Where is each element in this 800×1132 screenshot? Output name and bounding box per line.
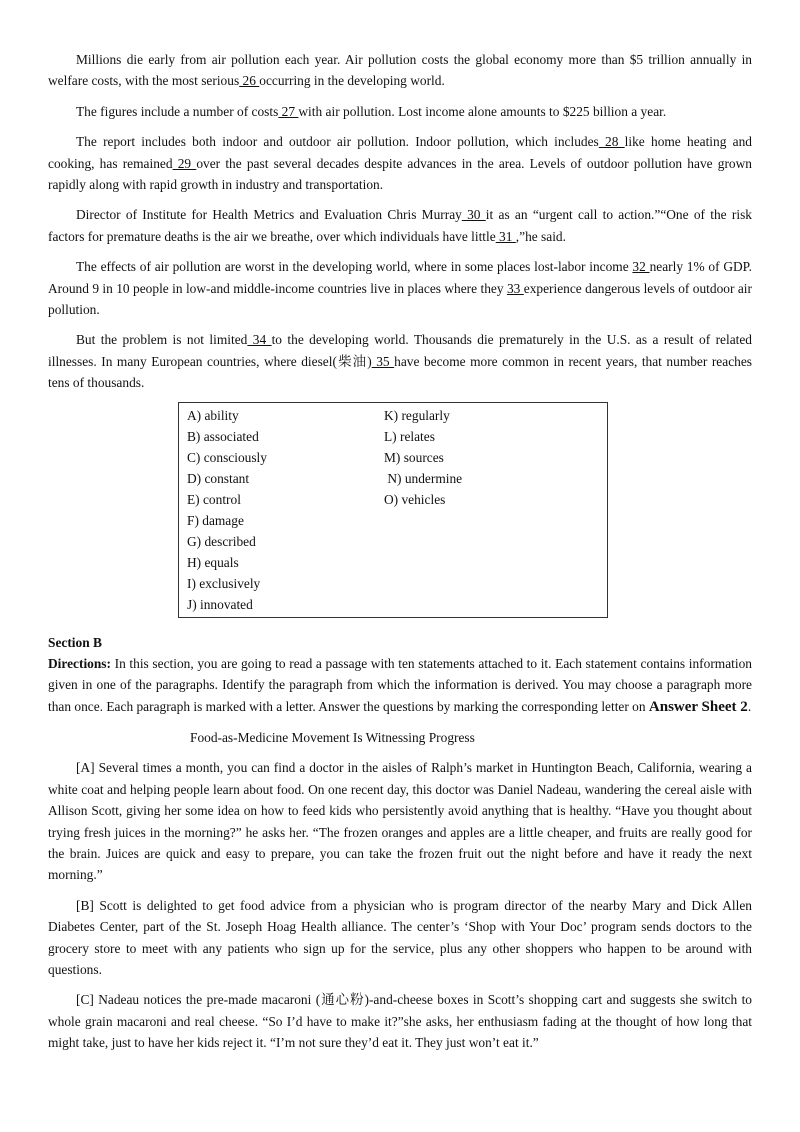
text-segment: ,”he said.	[515, 228, 566, 244]
text-segment: it as an “urgent call to action.”“One of the risk factors for premature deaths is the air we breathe, over which individuals have little	[48, 207, 752, 244]
cloze-paragraph-2	[48, 101, 752, 122]
text-segment: like home heating and cooking, has remained	[48, 134, 752, 171]
blank-34: 34	[247, 332, 272, 348]
word-option-k: K) regularly	[384, 407, 450, 423]
word-bank-column-1	[187, 405, 384, 615]
word-option-m: M) sources	[384, 449, 444, 465]
text-segment: The figures include a number of costs	[76, 103, 279, 119]
text-segment: over the past several decades despite advances in the area. Levels of outdoor pollution have grown rapidly along with rapid growth in industry and transportation.	[48, 155, 752, 193]
word-option-j: J) innovated	[187, 596, 253, 612]
word-option-f: F) damage	[187, 512, 244, 528]
cloze-paragraph-3	[48, 131, 752, 195]
passage-paragraph-c: [C] Nadeau notices the pre-made macaroni (通心粉)-and-cheese boxes in Scott’s shopping cart and suggests she switch to whole grain macaroni and real cheese. “So I’d have to make it?”she asks, her enthusiasm fading at the thought of how long that might take, just to have her kids reject it. “I’m not sure they’d eat it. They just won’t eat it.”	[48, 992, 752, 1051]
cloze-paragraph-6	[48, 329, 752, 393]
blank-31: 31	[495, 228, 516, 244]
passage-paragraph-a: [A] Several times a month, you can find a doctor in the aisles of Ralph’s market in Huntington Beach, California, wearing a white coat and helping people learn about food. On one recent day, this doctor was Daniel Nadeau, wandering the cereal aisle with Allison Scott, giving her some idea on how to feed kids who persistently avoid anything that is healthy. “Have you thought about trying fresh juices in the morning?” he asks her. “The frozen oranges and apples are a little cheaper, and fruits are really good for the brain. Juices are quick and easy to prepare, you can take the frozen fruit out the night before and have it ready the next morning.”	[48, 760, 752, 883]
text-segment: The effects of air pollution are worst in the developing world, where in some places lost-labor income	[76, 259, 633, 275]
text-segment: The report includes both indoor and outdoor air pollution. Indoor pollution, which includes	[76, 134, 599, 150]
text-segment: Director of Institute for Health Metrics and Evaluation Chris Murray	[76, 207, 462, 223]
document-page	[48, 49, 752, 1063]
word-option-a: A) ability	[187, 407, 239, 423]
directions-label: Directions:	[48, 655, 111, 671]
text-segment: nearly 1% of GDP. Around 9 in 10 people in low-and middle-income countries live in places where they	[48, 259, 752, 296]
cloze-paragraph-1	[48, 49, 752, 92]
cloze-paragraph-4	[48, 204, 752, 247]
blank-30: 30	[461, 207, 486, 223]
word-option-h: H) equals	[187, 554, 239, 570]
passage-paragraph-b: [B] Scott is delighted to get food advice from a physician who is program director of the nearby Mary and Dick Allen Diabetes Center, part of the St. Joseph Hoag Health alliance. The center’s ‘Shop with Your Doc’ program sends doctors to the grocery store to meet with any patients who sign up for the service, plus any other shoppers who happen to be around with questions.	[48, 897, 752, 977]
passage-title: Food-as-Medicine Movement Is Witnessing Progress	[190, 729, 475, 745]
text-segment: to the developing world. Thousands die prematurely in the U.S. as a result of related illnesses. In many European countries, where diesel(柴油)	[48, 332, 752, 369]
blank-32: 32	[632, 259, 650, 275]
directions-end: .	[747, 698, 752, 714]
blank-26: 26	[239, 73, 260, 89]
section-b-title: Section B	[48, 634, 102, 650]
blank-35: 35	[371, 353, 395, 369]
word-option-n: N) undermine	[384, 470, 463, 486]
word-option-d: D) constant	[187, 470, 250, 486]
word-option-e: E) control	[187, 491, 241, 507]
text-segment: occurring in the developing world.	[259, 73, 445, 89]
cloze-passage	[48, 49, 752, 394]
text-segment: Millions die early from air pollution each year. Air pollution costs the global economy more than $5 trillion annually in welfare costs, with the most serious	[48, 52, 752, 89]
word-option-c: C) consciously	[187, 449, 267, 465]
word-bank-column-2	[384, 405, 597, 615]
word-option-l: L) relates	[384, 428, 435, 444]
section-b-directions	[48, 653, 752, 718]
blank-27: 27	[278, 103, 299, 119]
directions-text: In this section, you are going to read a passage with ten statements attached to it. Each statement contains information given in one of the paragraphs. Identify the paragraph from which the information is derived. You may choose a paragraph more than once. Each paragraph is marked with a letter. Answer the questions by marking the corresponding letter on	[48, 655, 752, 714]
blank-28: 28	[598, 134, 625, 150]
word-option-i: I) exclusively	[187, 575, 261, 591]
word-option-g: G) described	[187, 533, 256, 549]
text-segment: have become more common in recent years, that number reaches tens of thousands.	[48, 353, 752, 391]
text-segment: experience dangerous levels of outdoor air pollution.	[48, 280, 752, 318]
answer-sheet-label: Answer Sheet 2	[648, 698, 748, 715]
word-bank-box	[178, 402, 608, 618]
text-segment: But the problem is not limited	[76, 332, 248, 348]
word-option-b: B) associated	[187, 428, 259, 444]
cloze-paragraph-5	[48, 256, 752, 320]
text-segment: with air pollution. Lost income alone amounts to $225 billion a year.	[298, 103, 667, 119]
word-option-o: O) vehicles	[384, 491, 446, 507]
blank-29: 29	[172, 155, 197, 171]
blank-33: 33	[506, 280, 524, 296]
